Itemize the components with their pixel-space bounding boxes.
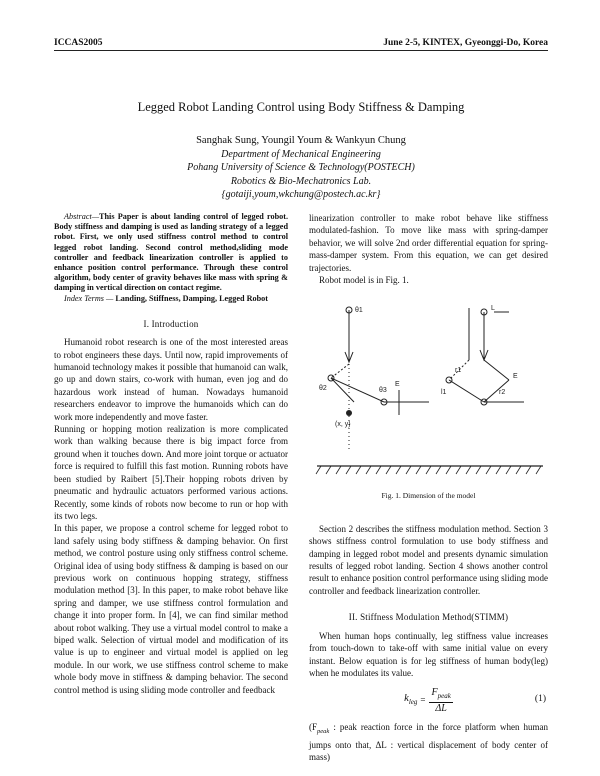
running-header: [54, 38, 548, 51]
right-paragraph-1: linearization controller to make robot behave like stiffness modulated-fashion. To move like mass with spring-damper behavior, we will solve 2nd order differential equation for spring-mass-damper system. From this equation, we can get desired trajectories.: [309, 213, 548, 273]
right-shank: [449, 380, 484, 402]
index-terms: [54, 294, 288, 304]
section-heading-stimm: II. Stiffness Modulation Method(STIMM): [348, 612, 509, 623]
paper-title: Legged Robot Landing Control using Body Stiffness & Damping: [137, 100, 465, 114]
fig-label-xy: (x, y): [335, 421, 351, 429]
abstract-label: Abstract—: [64, 212, 100, 221]
conference-date-location: June 2-5, KINTEX, Gyeonggi-Do, Korea: [383, 38, 548, 48]
fig-label-e-left: E: [395, 381, 400, 389]
section-heading-introduction: I. Introduction: [143, 318, 199, 329]
author-block: [54, 134, 548, 202]
left-link: [331, 378, 384, 402]
right-column: [309, 212, 548, 763]
equation-number: (1): [534, 694, 546, 705]
equation-1: [309, 683, 548, 717]
figure-robot-model: [309, 290, 548, 486]
eq-equals: =: [420, 695, 426, 706]
figure-caption: Fig. 1. Dimension of the model: [381, 491, 476, 501]
conference-name: ICCAS2005: [54, 38, 103, 48]
fig-label-r2: r2: [499, 389, 506, 397]
robot-model-diagram: [309, 290, 548, 486]
eq-denominator: ΔL: [435, 702, 447, 714]
right-paragraph-5: ($F_{peak}$ : peak reaction force in the force platform when human jumps onto that, ΔL : vertical displacement of body center of mass): [309, 722, 548, 762]
fig-label-l: L: [491, 305, 495, 313]
fig-label-r1: r1: [455, 367, 462, 375]
fig-label-theta3: θ3: [379, 387, 387, 395]
eq-numerator: $F_{peak}$: [429, 687, 452, 703]
com-point: [346, 410, 352, 416]
eq-fraction: [429, 687, 452, 714]
right-paragraph-3: Section 2 describes the stiffness modulation method. Section 3 shows stiffness control formulation to use body stiffness and damping in legged robot model and presents dynamic simulation results of legged robot landing. Section 4 shows another control result to enhance position control performance using sliding mode controller and feedback linearization controller.: [309, 523, 548, 596]
right-paragraph-2: Robot model is in Fig. 1.: [319, 275, 409, 286]
intro-paragraph-2: Running or hopping motion realization is more complicated work than walking because there is big impact force from ground when it touches down. And more joint torque or actuator force is required to fulfill this fast motion. Running robots have been studied by Raibert [5].Their hopping robots driven by pneumatic and hydraulic actuators performed various actions. Recently, some kinds of robots now become to run or hop with its two legs.: [54, 424, 288, 521]
intro-paragraph-1: Humanoid robot research is one of the most interested areas to robot engineers these days. Until now, rapid improvements of humanoid technology makes it possible that humanoid can walk, go up and down stairs, co-work with human, even jog and do hazardous work instead of human. Nowadays humanoid researchers endeavor to improve the humanoids which can do work more independently and move faster.: [54, 337, 288, 422]
fig-label-theta1: θ1: [355, 307, 363, 315]
university: Pohang University of Science & Technology(POSTECH): [187, 162, 415, 173]
left-column: [54, 212, 288, 696]
eq-lhs: $k_{leg}$: [404, 692, 418, 706]
email: {gotaiji,youm,wkchung@postech.ac.kr}: [221, 189, 381, 200]
fig-label-e-right: E: [513, 373, 518, 381]
right-link: [484, 360, 509, 380]
lab: Robotics & Bio-Mechatronics Lab.: [230, 175, 372, 187]
left-shank: [331, 378, 354, 402]
fig-label-l1: l1: [441, 389, 447, 397]
index-terms-text: Landing, Stiffness, Damping, Legged Robot: [113, 293, 268, 303]
index-terms-label: Index Terms —: [64, 293, 114, 303]
right-link-2: [484, 380, 509, 402]
abstract-text: This Paper is about landing control of legged robot. Body stiffness and damping is used as landing strategy of a legged robot. First, we only used stiffness control method to control legged robot landing. Second control method,sliding mode controller and feedback linearization controller is applied to enhance position control performance. Through these control algorithm, body center of gravity behaves like mass with spring & damping in vertical direction on contact regime.: [54, 212, 288, 293]
department: Department of Mechanical Engineering: [221, 148, 381, 160]
fig-label-theta2: θ2: [319, 385, 327, 393]
author-names: Sanghak Sung, Youngil Youm & Wankyun Chung: [196, 135, 406, 146]
right-paragraph-4: When human hops continually, leg stiffness value increases from touch-down to take-off with same initial value on every instant. Below equation is for leg stiffness of human body(leg) when he modulates its value.: [309, 630, 548, 678]
ground-hatching: [316, 466, 541, 474]
abstract: [54, 212, 288, 294]
intro-paragraph-3: In this paper, we propose a control scheme for legged robot to land safely using body stiffness & damping behavior. On first method, we control posture using only stiffness control scheme. Original idea of using body stiffness & damping is based on our previous work on continuous hopping strategy, stiffness modulation method [3]. In this paper, to make robot behave like spring and damper, we use stiffness control formulation and change it into proper form. In [4], we can find similar method about robot walking. They use a virtual model control to make a biped walk. Selection of virtual model and modification of its value is up to engineer and virtual model is applied on leg module. In our work, we use stiffness control scheme to make whole body move in stiffness & damping behavior. The second control method is using sliding mode controller and feedback: [54, 523, 288, 695]
